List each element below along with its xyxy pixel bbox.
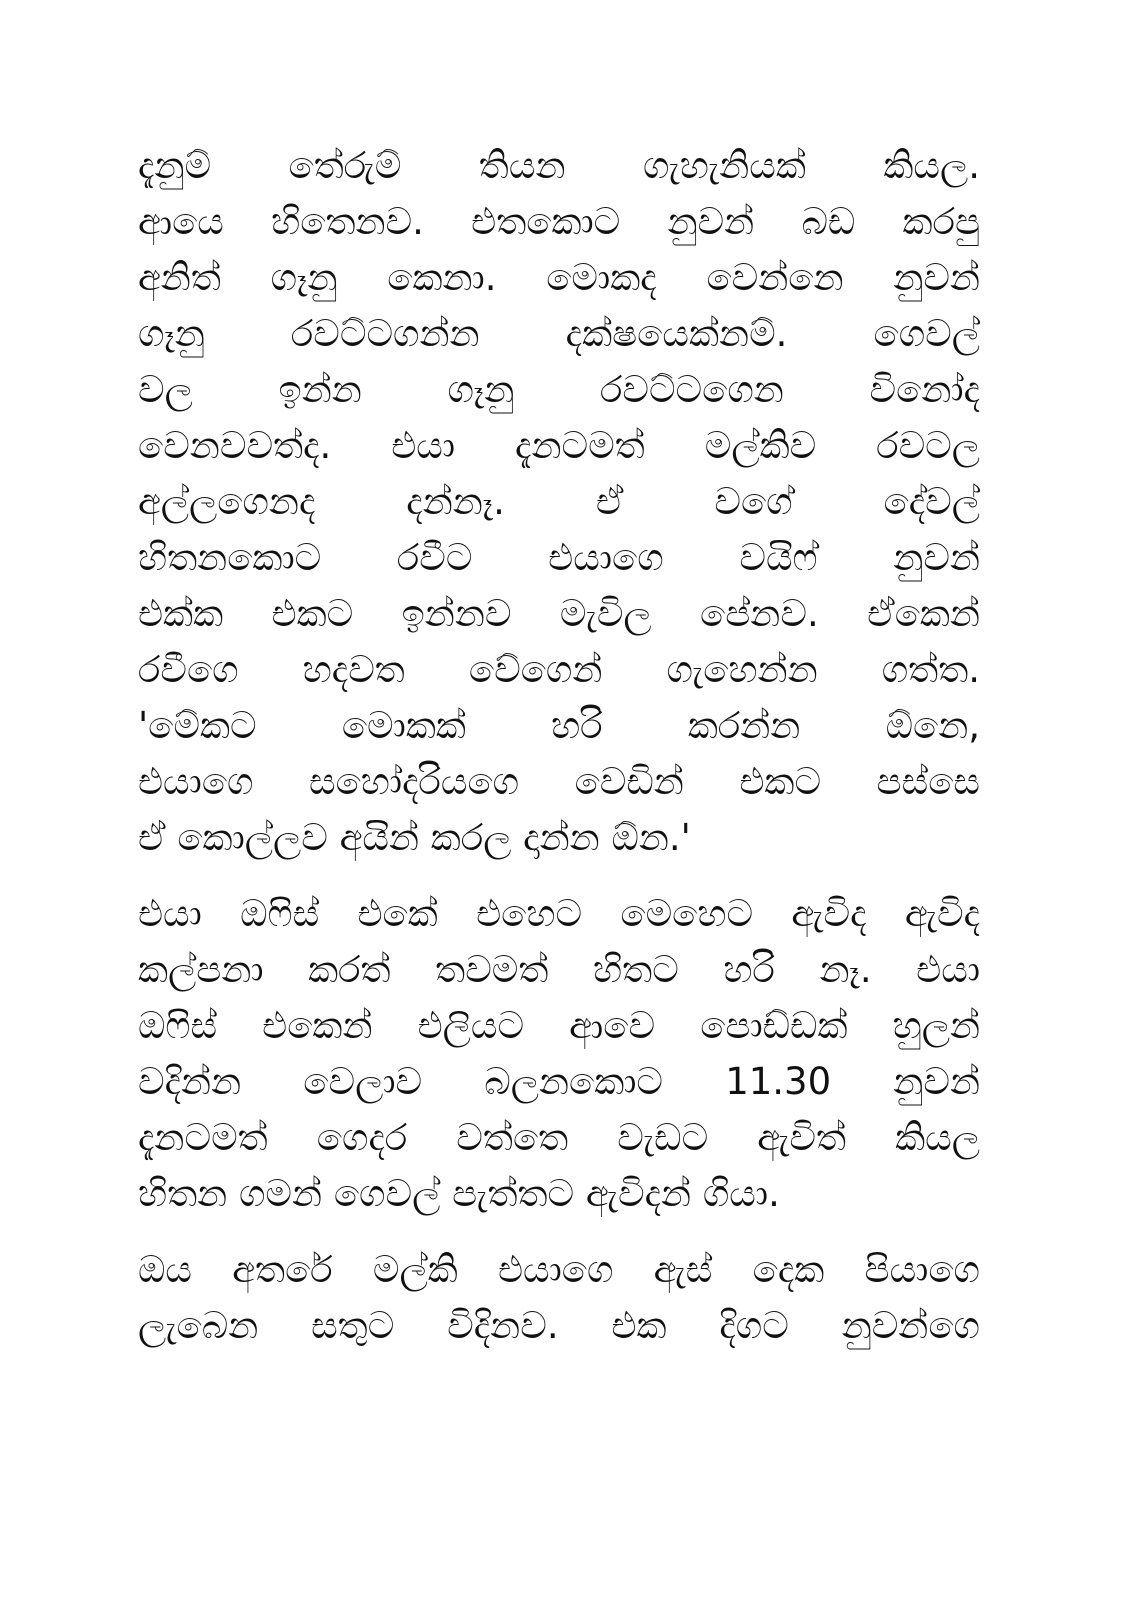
text-line: එක්ක එකට ඉන්නව මැවිල පේනව. ඒකෙන් [138,592,980,635]
text-line: කල්පනා කරත් තවමත් හිතට හරි නෑ. එයා [138,948,980,991]
paragraph-1 [138,138,980,866]
text-line: වදින්න වෙලාව බලනකොට 11.30 නුවන් [138,1060,980,1103]
text-line: ඒ කොල්ලව අයින් කරල දාන්න ඕන.' [138,816,691,859]
text-line: හිතන ගමන් ගෙවල් පැත්තට ඇවිදන් ගියා. [138,1172,780,1215]
text-line: වෙනවවත්ද. එයා දැනටමත් මල්කිව රවටල [138,424,980,467]
text-line: 'මේකට මොකක් හරි කරන්න ඕනෙ, [138,704,980,747]
paragraph-2 [138,886,980,1222]
text-line: වල ඉන්න ගෑනු රවට්ටගෙන විනෝද [138,368,980,411]
text-line: ආයෙ හිතෙනව. එතකොට නුවන් බඩ කරපු [138,200,980,243]
text-line: හිතනකොට රවීට එයාගෙ වයිෆ් නුවන් [138,536,980,579]
text-line: ඔෆිස් එකෙන් එලියට ආවෙ පොඩ්ඩක් හුලන් [138,1004,980,1047]
text-line: අල්ලගෙනද දන්නෑ. ඒ වගේ දේවල් [138,480,980,523]
text-line: ඔය අතරේ මල්කි එයාගෙ ඇස් දෙක පියාගෙ [138,1248,980,1291]
text-line: එයාගෙ සහෝදරියගෙ වෙඩින් එකට පස්සෙ [138,760,980,803]
text-line: දැනුම් තේරුම් තියන ගැහැනියක් කියල. [138,144,980,187]
text-line: දැනටමත් ගෙදර වත්තෙ වැඩට ඇවිත් කියල [138,1116,980,1159]
text-line: ගෑනු රවට්ටගන්න දක්ෂයෙක්නම්. ගෙවල් [138,312,980,355]
text-line: ලැබෙන සතුට විදිනව. එක දිගට නුවන්ගෙ [138,1304,980,1347]
text-line: රවීගෙ හදවත වේගෙන් ගැහෙන්න ගත්ත. [138,648,980,691]
text-line: අනිත් ගෑනු කෙනා. මොකද වෙන්නෙ නුවන් [138,256,980,299]
text-line: එයා ඔෆිස් එකේ එහෙට මෙහෙට ඇවිද ඇවිද [138,892,980,935]
text-column [138,138,980,1374]
paragraph-3 [138,1242,980,1354]
